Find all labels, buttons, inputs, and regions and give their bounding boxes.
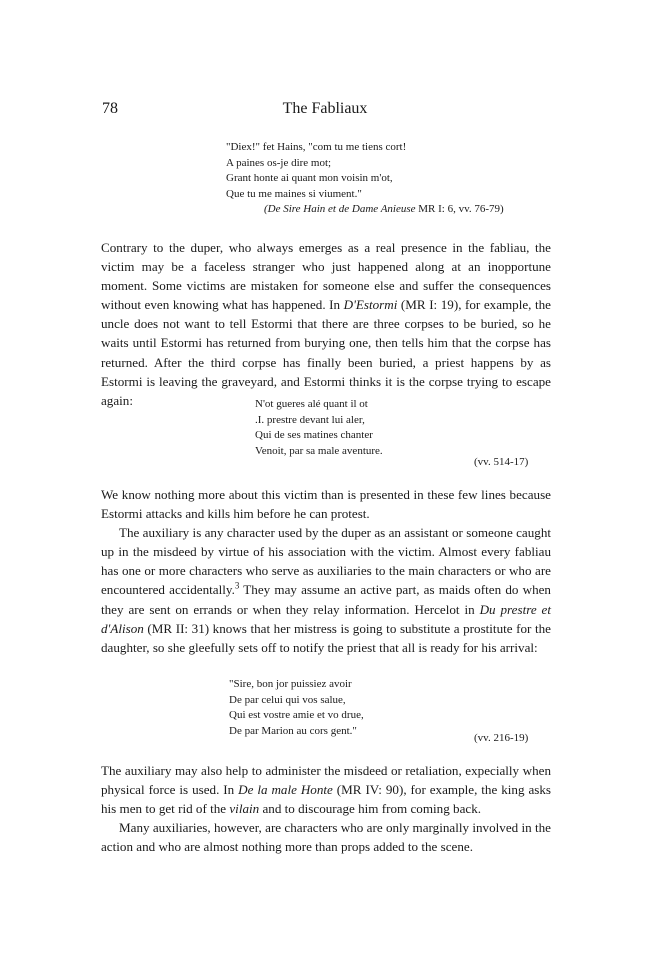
- verse-quote-3: [229, 677, 364, 739]
- text-run: They may assume an active part, as maids often do when they are sent on errands or when they relay information. Hercelot in: [101, 582, 551, 617]
- paragraph-5: Many auxiliaries, however, are characters who are only marginally involved in the action and who are almost nothing more than props added to the scene.: [101, 820, 551, 855]
- page-number: 78: [102, 100, 118, 117]
- footnote-marker: 3: [234, 581, 240, 592]
- verse-line: Qui de ses matines chanter: [255, 429, 373, 442]
- text-run: The auxiliary may also help to administer the misdeed or retaliation, expecially when physical force is used. In: [101, 763, 551, 798]
- paragraph-4: [101, 761, 551, 856]
- paragraph-2: [101, 485, 551, 657]
- work-title: De la male Honte: [238, 782, 333, 798]
- verse-citation: (vv. 216-19): [474, 732, 529, 744]
- verse-quote-2: [255, 397, 383, 459]
- text-run: (MR IV: 90), for example, the king asks his men to get rid of the: [101, 782, 551, 817]
- text-run: (MR I: 19), for example, the uncle does not want to tell Estormi that there are three corpses to be buried, so he waits until Estormi has returned from burying one, then tells him that the corpse has returned. After the third corpse has finally been buried, a priest happens by as Estormi is leaving the graveyard, and Estormi thinks it is the corpse trying to escape again:: [101, 297, 551, 408]
- citation-ref: MR I: 6, vv. 76-79): [415, 203, 504, 216]
- verse-line: De par Marion au cors gent.": [229, 724, 357, 737]
- paragraph-3: [101, 523, 551, 657]
- text-run: and to discourage him from coming back.: [259, 801, 482, 817]
- verse-line: De par celui qui vos salue,: [229, 693, 346, 706]
- running-title: The Fabliaux: [282, 100, 368, 117]
- text-run: We know nothing more about this victim than is presented in these few lines because Estormi attacks and kills him before he can protest.: [101, 487, 551, 522]
- verse-citation: [226, 202, 504, 218]
- verse-line: Venoit, par sa male aventure.: [255, 444, 383, 457]
- verse-citation: (vv. 514-17): [474, 456, 529, 468]
- text-run: Contrary to the duper, who always emerges as a real presence in the fabliau, the victim may be a faceless stranger who just happened along at an inopportune moment. Some victims are mistaken for someone else and suffer the consequences without even knowing what has happened. In: [101, 240, 551, 313]
- verse-line: "Sire, bon jor puissiez avoir: [229, 678, 352, 690]
- paragraph-1: [101, 238, 551, 410]
- verse-line: Grant honte ai quant mon voisin m'ot,: [226, 172, 393, 185]
- term: vilain: [229, 801, 260, 817]
- verse-quote-1: [226, 140, 504, 218]
- verse-line: A paines os-je dire mot;: [226, 156, 332, 169]
- verse-line: Que tu me maines si viument.": [226, 187, 362, 200]
- verse-line: .I. prestre devant lui aler,: [255, 413, 365, 426]
- work-title: Du prestre et d'Alison: [101, 601, 552, 636]
- verse-line: Qui est vostre amie et vo drue,: [229, 709, 364, 722]
- text-run: (MR II: 31) knows that her mistress is going to substitute a prostitute for the daughter, so she gleefully sets off to notify the priest that all is ready for his arrival:: [101, 620, 551, 655]
- text-run: The auxiliary is any character used by the duper as an assistant or someone caught up in the misdeed by virtue of his association with the victim. Almost every fabliau has one or more characters who serve as auxiliaries to the main characters or who are encountered accidentally.: [101, 525, 551, 598]
- citation-title: (De Sire Hain et de Dame Anieuse: [264, 203, 416, 216]
- verse-line: N'ot gueres alé quant il ot: [255, 398, 368, 410]
- verse-line: "Diex!" fet Hains, "com tu me tiens cort!: [226, 141, 407, 153]
- work-title: D'Estormi: [343, 297, 398, 313]
